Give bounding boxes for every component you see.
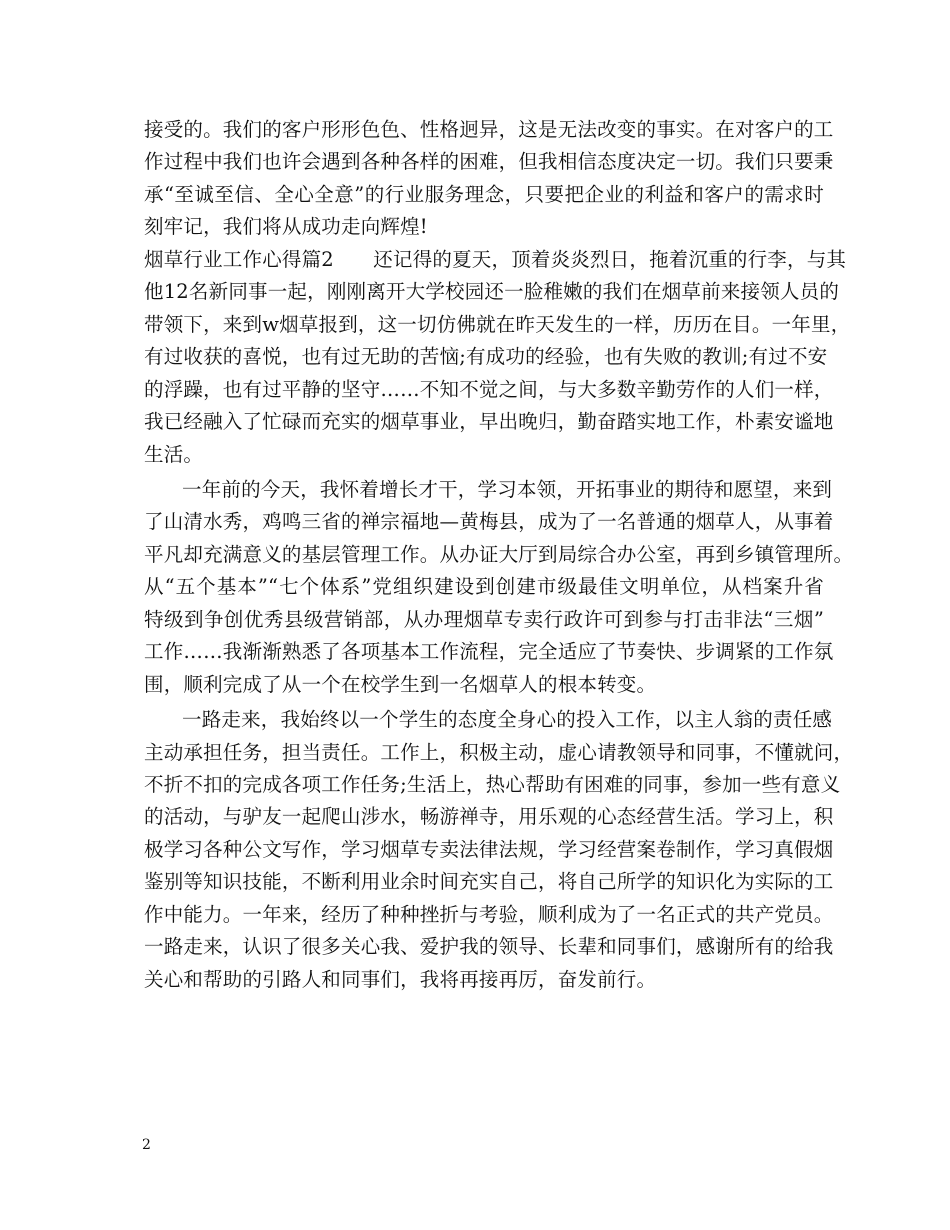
text-line: 从“五个基本”“七个体系”党组织建设到创建市级最佳文明单位，从档案升省 [144,575,824,599]
text-line: 极学习各种公文写作，学习烟草专卖法律法规，学习经营案卷制作，学习真假烟 [144,837,834,861]
text-line: 带领下，来到w烟草报到，这一切仿佛就在昨天发生的一样，历历在目。一年里， [144,312,851,336]
text-line: 他12名新同事一起，刚刚离开大学校园还一脸稚嫩的我们在烟草前来接领人员的 [144,280,840,304]
text-line: 不折不扣的完成各项工作任务;生活上，热心帮助有困难的同事，参加一些有意义 [144,773,841,796]
text-line: 鉴别等知识技能，不断利用业余时间充实自己，将自己所学的知识化为实际的工 [144,870,834,894]
text-line: 我已经融入了忙碌而充实的烟草事业，早出晚归，勤奋踏实地工作，朴素安谧地 [144,410,834,434]
text-line: 生活。 [144,442,204,466]
text-line: 的浮躁，也有过平静的坚守……不知不觉之间，与大多数辛勤劳作的人们一样， [144,377,834,401]
text-line: 主动承担任务，担当责任。工作上，积极主动，虚心请教领导和同事，不懂就问， [144,740,854,764]
text-line: 烟草行业工作心得篇2 还记得的夏天，顶着炎炎烈日，拖着沉重的行李，与其 [144,247,847,271]
text-line: 关心和帮助的引路人和同事们，我将再接再厉，奋发前行。 [144,967,657,991]
page-number: 2 [142,1137,151,1153]
text-line: 作过程中我们也许会遇到各种各样的困难，但我相信态度决定一切。我们只要秉 [144,150,834,174]
text-line: 有过收获的喜悦，也有过无助的苦恼;有成功的经验，也有失败的教训;有过不安 [144,345,828,369]
text-line: 工作……我渐渐熟悉了各项基本工作流程，完全适应了节奏快、步调紧的工作氛 [144,640,834,664]
text-line: 平凡却充满意义的基层管理工作。从办证大厅到局综合办公室，再到乡镇管理所。 [144,542,854,566]
text-line: 一路走来，我始终以一个学生的态度全身心的投入工作，以主人翁的责任感 [182,708,833,732]
text-line: 了山清水秀，鸡鸣三省的禅宗福地—黄梅县，成为了一名普通的烟草人，从事着 [144,510,834,534]
text-line: 接受的。我们的客户形形色色、性格迥异，这是无法改变的事实。在对客户的工 [144,118,834,141]
text-line: 围，顺利完成了从一个在校学生到一名烟草人的根本转变。 [144,672,657,696]
text-line: 作中能力。一年来，经历了种种挫折与考验，顺利成为了一名正式的共产党员。 [144,902,834,926]
text-line: 的活动，与驴友一起爬山涉水，畅游禅寺，用乐观的心态经营生活。学习上，积 [144,805,834,829]
text-line: 一年前的今天，我怀着增长才干，学习本领，开拓事业的期待和愿望，来到 [182,477,833,501]
text-line: 一路走来，认识了很多关心我、爱护我的领导、长辈和同事们，感谢所有的给我 [144,935,834,959]
text-line: 刻牢记，我们将从成功走向辉煌! [144,215,428,239]
text-line: 承“至诚至信、全心全意”的行业服务理念，只要把企业的利益和客户的需求时 [144,182,824,206]
text-line: 特级到争创优秀县级营销部，从办理烟草专卖行政许可到参与打击非法“三烟” [144,607,824,631]
